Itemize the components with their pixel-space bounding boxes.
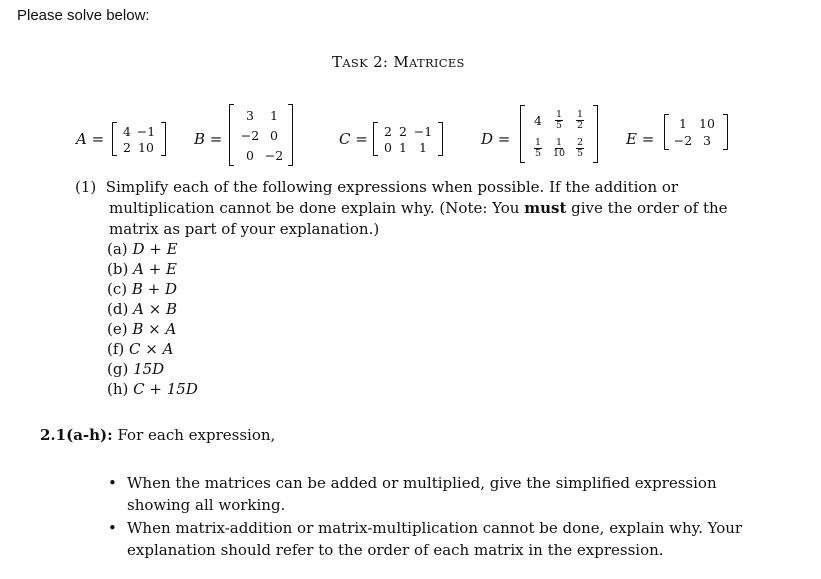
matrix-cell xyxy=(528,134,548,162)
matrix-cell: 1 xyxy=(270,107,278,123)
matrix-cell: −1 xyxy=(136,123,156,139)
matrix-d-label: D = xyxy=(481,130,511,148)
matrix-cell: 4 xyxy=(123,123,131,139)
matrix-d xyxy=(520,105,598,163)
matrix-c-label: C = xyxy=(339,130,368,148)
question-1: (1) Simplify each of the following expressions when possible. If the addition or multiplication cannot be done explain why. (Note: You must give the order of the matrix as part of your explanation.) xyxy=(75,178,728,238)
matrix-cell: 0 xyxy=(384,139,392,155)
matrix-cell xyxy=(570,134,590,162)
part-item: (a) D + E xyxy=(107,240,178,258)
bullet-dot: • xyxy=(108,519,117,537)
matrix-cell: 1 xyxy=(399,139,407,155)
fraction: $\frac{1}{5}$ xyxy=(555,108,563,131)
matrix-cell: −2 xyxy=(673,133,693,148)
matrix-cell: 3 xyxy=(246,107,254,123)
part-item: (b) A + E xyxy=(107,260,177,278)
matrix-cell xyxy=(548,106,570,134)
matrix-b xyxy=(229,104,293,166)
matrix-cell: 1 xyxy=(419,139,427,155)
matrix-e xyxy=(664,114,728,150)
matrix-b-label: B = xyxy=(194,130,223,148)
bullet-dot: • xyxy=(108,474,117,492)
fraction: $\frac{1}{5}$ xyxy=(534,136,542,159)
task-title: TASK 2: MATRICES xyxy=(332,53,465,71)
part-item: (f) C × A xyxy=(107,340,174,358)
section-label: 2.1(a-h): xyxy=(40,426,113,444)
matrix-cell: 2 xyxy=(384,123,392,139)
matrix-a xyxy=(112,122,166,156)
emphasis-must: must xyxy=(524,199,567,217)
matrix-c xyxy=(373,122,443,156)
fraction: $\frac{1}{10}$ xyxy=(552,136,566,159)
matrix-cell: 10 xyxy=(138,139,154,155)
fraction: $\frac{1}{2}$ xyxy=(576,108,584,131)
matrix-cell xyxy=(548,134,570,162)
matrix-cell: −2 xyxy=(240,127,260,143)
intro-text: Please solve below: xyxy=(17,7,150,24)
fraction: $\frac{2}{5}$ xyxy=(576,136,584,159)
part-item: (h) C + 15D xyxy=(107,380,198,398)
question-number: (1) xyxy=(75,178,97,196)
matrix-cell: −2 xyxy=(264,147,284,163)
matrix-cell: 3 xyxy=(703,133,711,148)
section-2-1: 2.1(a-h): For each expression, xyxy=(40,426,276,444)
matrix-cell: 10 xyxy=(699,116,715,131)
matrix-cell: 4 xyxy=(534,112,542,128)
part-item: (c) B + D xyxy=(107,280,178,298)
part-item: (e) B × A xyxy=(107,320,177,338)
matrix-cell: −1 xyxy=(413,123,433,139)
matrix-cell: 1 xyxy=(679,116,687,131)
part-item: (d) A × B xyxy=(107,300,178,318)
matrix-cell: 2 xyxy=(399,123,407,139)
part-item: (g) 15D xyxy=(107,360,165,378)
matrix-cell: 2 xyxy=(123,139,131,155)
matrix-e-label: E = xyxy=(626,130,655,148)
matrix-cell: 0 xyxy=(270,127,278,143)
matrix-cell xyxy=(570,106,590,134)
matrix-a-label: A = xyxy=(76,130,105,148)
matrix-cell: 0 xyxy=(246,147,254,163)
